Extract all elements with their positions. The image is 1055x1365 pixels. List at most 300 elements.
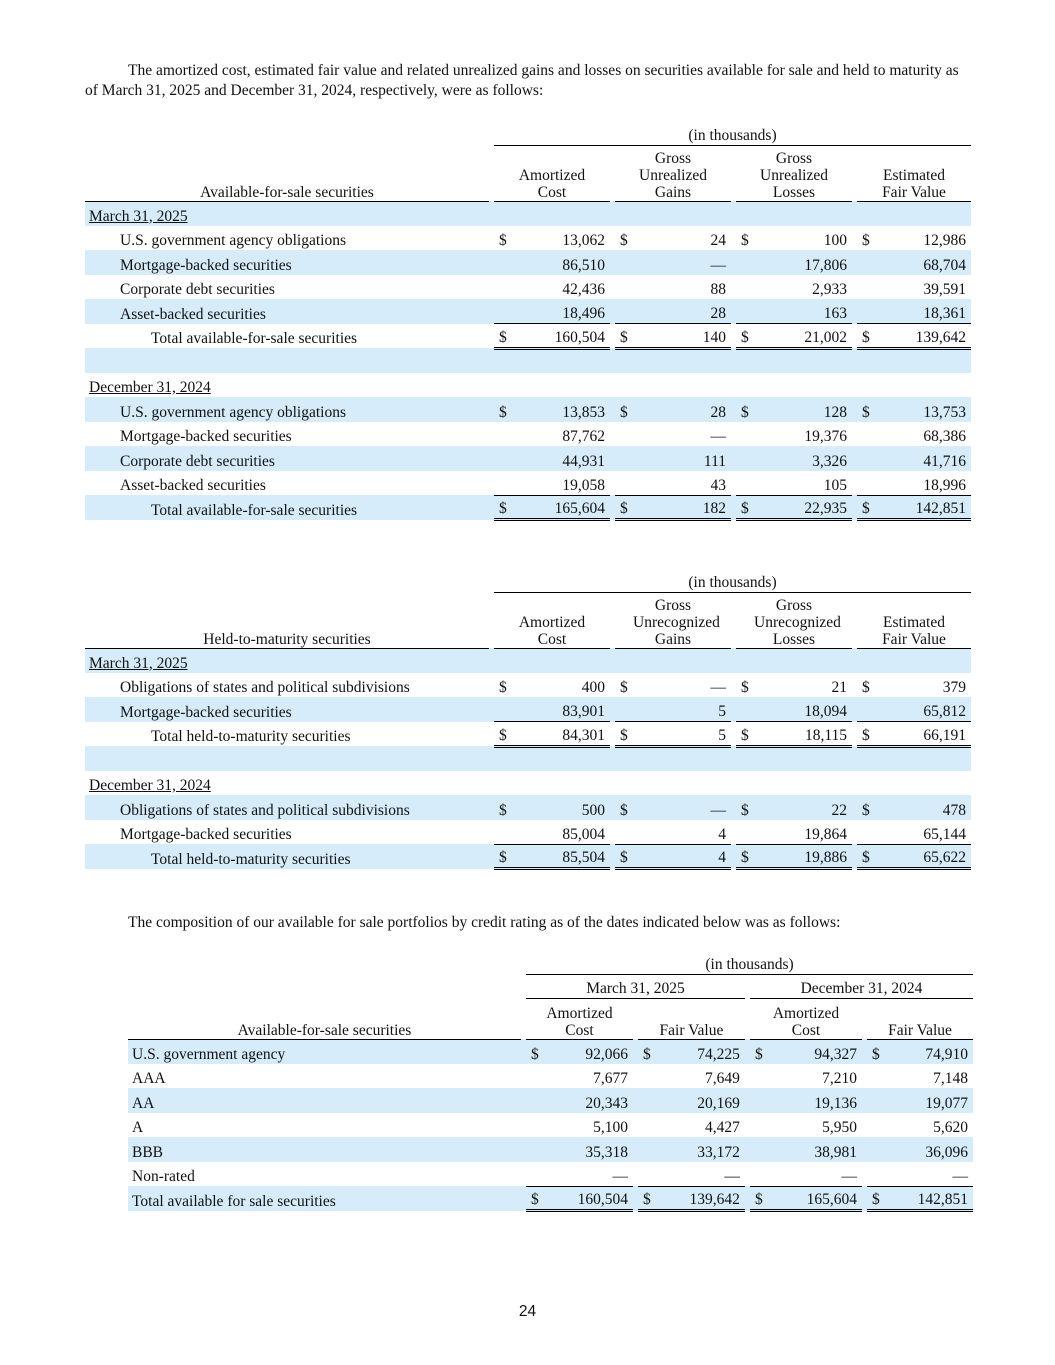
value-wrap <box>615 428 731 446</box>
header-row <box>85 592 971 648</box>
table-label: Available-for-sale securities <box>85 145 489 201</box>
amount: 19,136 <box>814 1094 857 1112</box>
value-cell <box>615 673 731 698</box>
column-header <box>615 145 731 201</box>
dollar-sign <box>494 826 499 844</box>
amount: 139,642 <box>915 328 966 346</box>
dollar-sign: $ <box>620 679 628 696</box>
blank-cell <box>494 648 610 673</box>
value-wrap <box>615 453 731 471</box>
group-header: March 31, 2025 <box>526 974 745 998</box>
amount: 7,677 <box>593 1070 628 1087</box>
table-row <box>85 299 971 324</box>
column-header <box>867 998 973 1039</box>
table-label: Available-for-sale securities <box>128 998 521 1039</box>
date-row <box>85 771 971 796</box>
blank-cell <box>736 648 852 673</box>
blank-cell <box>615 771 731 796</box>
value-cell <box>615 275 731 300</box>
dollar-sign: $ <box>620 328 628 346</box>
amount: 24 <box>710 232 726 249</box>
value-wrap <box>750 1168 862 1186</box>
table-row <box>85 250 971 275</box>
value-cell <box>494 324 610 349</box>
amount: — <box>710 428 726 445</box>
row-label: U.S. government agency obligations <box>85 397 489 422</box>
dollar-sign <box>857 281 862 299</box>
amount: 28 <box>710 403 726 421</box>
dollar-sign <box>857 703 862 721</box>
dollar-sign <box>615 305 620 323</box>
amount: 41,716 <box>923 452 966 470</box>
value-cell <box>615 299 731 324</box>
value-cell <box>526 1162 633 1187</box>
value-wrap <box>750 1191 862 1209</box>
value-wrap <box>867 1119 973 1137</box>
amount: — <box>952 1167 968 1185</box>
amount: 65,144 <box>923 825 966 843</box>
section-date-text: December 31, 2024 <box>89 777 211 794</box>
value-wrap <box>857 232 971 250</box>
column-header-text: Gross Unrealized Gains <box>639 149 707 201</box>
amount: 400 <box>581 679 605 696</box>
dollar-sign <box>526 1168 531 1186</box>
column-header-text: Fair Value <box>888 1021 952 1039</box>
value-cell <box>736 275 852 300</box>
amount: 36,096 <box>925 1143 968 1161</box>
credit-rating-table <box>128 952 973 1212</box>
amount: 66,191 <box>923 726 966 744</box>
in-thousands-row <box>85 123 971 145</box>
table-row <box>85 422 971 447</box>
value-cell <box>750 1186 862 1211</box>
total-row <box>85 495 971 520</box>
blank-cell <box>736 746 852 771</box>
blank-cell <box>85 348 489 373</box>
value-cell <box>494 471 610 496</box>
dollar-sign <box>857 305 862 323</box>
table-row <box>85 471 971 496</box>
table-row <box>128 1137 973 1162</box>
value-wrap <box>615 404 731 422</box>
column-header-text: Amortized Cost <box>518 166 586 201</box>
column-header <box>736 592 852 648</box>
dollar-sign <box>736 257 741 275</box>
section-date <box>85 201 489 226</box>
value-wrap <box>526 1070 633 1088</box>
row-label: U.S. government agency obligations <box>120 232 346 249</box>
dollar-sign: $ <box>620 403 628 421</box>
total-row <box>85 722 971 747</box>
value-wrap <box>526 1144 633 1162</box>
date-row <box>85 201 971 226</box>
total-row <box>85 324 971 349</box>
dollar-sign: $ <box>499 679 507 696</box>
amount: — <box>710 256 726 274</box>
value-wrap <box>857 679 971 697</box>
dollar-sign <box>615 428 620 446</box>
amount: 142,851 <box>917 1191 968 1208</box>
value-cell <box>857 275 971 300</box>
amount: 4 <box>718 825 726 843</box>
dollar-sign <box>736 826 741 844</box>
amount: 18,361 <box>923 305 966 322</box>
value-wrap <box>494 453 610 471</box>
value-wrap <box>615 329 731 347</box>
section-date <box>85 373 489 398</box>
value-wrap <box>750 1046 862 1064</box>
value-wrap <box>857 500 971 518</box>
amount: 39,591 <box>923 281 966 298</box>
dollar-sign: $ <box>531 1045 539 1063</box>
total-row <box>85 844 971 869</box>
dollar-sign: $ <box>862 500 870 517</box>
value-cell <box>615 422 731 447</box>
total-label: Total held-to-maturity securities <box>85 844 489 869</box>
column-header <box>638 998 745 1039</box>
value-cell <box>638 1137 745 1162</box>
table-label: Held-to-maturity securities <box>85 592 489 648</box>
value-wrap <box>494 281 610 299</box>
value-wrap <box>736 679 852 697</box>
total-label: Total available-for-sale securities <box>85 495 489 520</box>
value-wrap <box>615 849 731 867</box>
amount: 7,210 <box>822 1070 857 1087</box>
column-header <box>615 592 731 648</box>
table-row <box>128 1162 973 1187</box>
row-label: Mortgage-backed securities <box>120 428 292 445</box>
value-wrap <box>638 1144 745 1162</box>
value-cell <box>857 697 971 722</box>
value-wrap <box>857 477 971 495</box>
amount: 65,622 <box>923 849 966 866</box>
value-cell <box>638 1088 745 1113</box>
value-wrap <box>867 1144 973 1162</box>
blank-cell <box>85 123 489 145</box>
blank-cell <box>857 746 971 771</box>
amount: 22,935 <box>804 500 847 517</box>
dollar-sign: $ <box>862 403 870 421</box>
amount: 20,343 <box>585 1094 628 1112</box>
amount: 19,376 <box>804 428 847 445</box>
value-wrap <box>494 826 610 844</box>
dollar-sign <box>615 477 620 495</box>
value-wrap <box>615 232 731 250</box>
amount: 74,225 <box>697 1045 740 1063</box>
held-to-maturity-table <box>85 570 971 870</box>
value-cell <box>736 495 852 520</box>
value-cell <box>857 471 971 496</box>
dollar-sign <box>615 453 620 471</box>
table-row <box>128 1088 973 1113</box>
amount: 4 <box>718 849 726 866</box>
value-cell <box>857 844 971 869</box>
blank-cell <box>857 201 971 226</box>
blank-cell <box>85 570 489 592</box>
value-wrap <box>736 849 852 867</box>
value-cell <box>857 495 971 520</box>
column-header <box>857 592 971 648</box>
amount: 3,326 <box>812 452 847 470</box>
dollar-sign <box>615 281 620 299</box>
amount: 140 <box>702 328 726 346</box>
table-row <box>85 275 971 300</box>
value-cell <box>638 1113 745 1138</box>
value-wrap <box>638 1191 745 1209</box>
value-wrap <box>857 826 971 844</box>
value-cell <box>750 1064 862 1089</box>
section-date-text: March 31, 2025 <box>89 207 188 225</box>
dollar-sign <box>750 1070 755 1088</box>
value-cell <box>494 397 610 422</box>
section-date <box>85 771 489 796</box>
amount: 160,504 <box>577 1191 628 1208</box>
value-cell <box>615 495 731 520</box>
amount: 87,762 <box>562 428 605 445</box>
amount: 19,886 <box>804 849 847 866</box>
amount: 18,094 <box>804 703 847 720</box>
value-cell <box>736 250 852 275</box>
value-wrap <box>494 727 610 745</box>
dollar-sign: $ <box>531 1191 539 1208</box>
amount: 86,510 <box>562 256 605 274</box>
dollar-sign <box>857 477 862 495</box>
column-header <box>494 592 610 648</box>
dollar-sign <box>526 1070 531 1088</box>
column-header-text: Gross Unrealized Losses <box>760 149 828 201</box>
value-wrap <box>494 802 610 820</box>
amount: 20,169 <box>697 1094 740 1112</box>
amount: 100 <box>823 232 847 249</box>
value-wrap <box>736 826 852 844</box>
dollar-sign <box>494 428 499 446</box>
value-wrap <box>736 404 852 422</box>
value-cell <box>494 795 610 820</box>
blank-cell <box>615 746 731 771</box>
dollar-sign <box>494 477 499 495</box>
value-wrap <box>736 477 852 495</box>
dollar-sign <box>494 453 499 471</box>
amount: 44,931 <box>562 452 605 470</box>
value-cell <box>857 820 971 845</box>
value-wrap <box>736 305 852 323</box>
spacer-row <box>85 746 971 771</box>
blank-cell <box>128 974 521 998</box>
amount: 85,504 <box>562 849 605 866</box>
section-date <box>85 648 489 673</box>
value-cell <box>615 795 731 820</box>
value-wrap <box>494 305 610 323</box>
value-wrap <box>750 1119 862 1137</box>
blank-cell <box>857 648 971 673</box>
date-row <box>85 373 971 398</box>
dollar-sign: $ <box>643 1045 651 1063</box>
row-label: Asset-backed securities <box>120 477 266 494</box>
amount: 12,986 <box>923 232 966 249</box>
amount: 21,002 <box>804 328 847 346</box>
value-cell <box>750 1039 862 1064</box>
table-row <box>85 446 971 471</box>
in-thousands-label: (in thousands) <box>526 952 973 974</box>
dollar-sign: $ <box>741 500 749 517</box>
dollar-sign <box>638 1095 643 1113</box>
value-wrap <box>736 281 852 299</box>
total-label: Total available for sale securities <box>128 1186 521 1211</box>
value-wrap <box>736 257 852 275</box>
dollar-sign <box>857 826 862 844</box>
dollar-sign: $ <box>862 801 870 819</box>
amount: 111 <box>703 452 726 470</box>
value-cell <box>638 1039 745 1064</box>
column-header <box>750 998 862 1039</box>
blank-cell <box>857 348 971 373</box>
dollar-sign <box>750 1095 755 1113</box>
value-cell <box>615 226 731 251</box>
page-number: 24 <box>518 1303 537 1320</box>
value-wrap <box>750 1095 862 1113</box>
value-wrap <box>857 703 971 721</box>
column-header-text: Fair Value <box>659 1021 724 1039</box>
total-row <box>128 1186 973 1211</box>
value-cell <box>867 1186 973 1211</box>
dollar-sign <box>615 703 620 721</box>
amount: 83,901 <box>562 703 605 720</box>
value-wrap <box>736 703 852 721</box>
dollar-sign <box>494 257 499 275</box>
value-wrap <box>736 329 852 347</box>
value-wrap <box>526 1119 633 1137</box>
dollar-sign <box>750 1119 755 1137</box>
value-cell <box>867 1088 973 1113</box>
value-cell <box>867 1162 973 1187</box>
dollar-sign <box>867 1095 872 1113</box>
value-wrap <box>867 1095 973 1113</box>
dollar-sign: $ <box>643 1191 651 1208</box>
column-header-text: Estimated Fair Value <box>882 613 946 648</box>
row-label: A <box>132 1119 144 1136</box>
value-cell <box>736 324 852 349</box>
blank-cell <box>736 373 852 398</box>
amount: 5 <box>718 703 726 720</box>
value-cell <box>736 673 852 698</box>
value-cell <box>750 1088 862 1113</box>
dollar-sign: $ <box>741 726 749 744</box>
dollar-sign <box>736 305 741 323</box>
amount: 35,318 <box>585 1143 628 1161</box>
table-row <box>85 673 971 698</box>
dollar-sign: $ <box>862 328 870 346</box>
total-label: Total held-to-maturity securities <box>151 728 351 745</box>
value-cell <box>526 1137 633 1162</box>
dollar-sign <box>857 428 862 446</box>
section-date-text: December 31, 2024 <box>89 379 211 396</box>
value-cell <box>857 226 971 251</box>
row-label: Non-rated <box>132 1168 195 1185</box>
blank-cell <box>494 771 610 796</box>
amount: 68,704 <box>923 256 966 274</box>
dollar-sign: $ <box>741 801 749 819</box>
value-cell <box>867 1137 973 1162</box>
amount: 105 <box>823 476 847 494</box>
table-row <box>128 1064 973 1089</box>
amount: 13,753 <box>923 403 966 421</box>
amount: 7,148 <box>933 1070 968 1087</box>
group-header-row <box>128 974 973 998</box>
blank-cell <box>615 648 731 673</box>
value-cell <box>526 1088 633 1113</box>
blank-cell <box>857 771 971 796</box>
dollar-sign: $ <box>499 500 507 517</box>
amount: 68,386 <box>923 428 966 445</box>
value-wrap <box>494 500 610 518</box>
amount: 18,496 <box>562 305 605 322</box>
row-label: Corporate debt securities <box>120 281 275 298</box>
blank-cell <box>857 373 971 398</box>
value-cell <box>736 820 852 845</box>
dollar-sign <box>867 1070 872 1088</box>
amount: 13,062 <box>562 232 605 249</box>
value-cell <box>736 397 852 422</box>
blank-cell <box>85 746 489 771</box>
amount: — <box>710 679 726 696</box>
dollar-sign <box>736 428 741 446</box>
value-wrap <box>857 305 971 323</box>
value-cell <box>494 697 610 722</box>
blank-cell <box>736 348 852 373</box>
blank-cell <box>615 201 731 226</box>
amount: 65,812 <box>923 703 966 720</box>
row-label: AAA <box>132 1070 166 1087</box>
value-wrap <box>494 703 610 721</box>
amount: 478 <box>942 801 966 819</box>
amount: 5,950 <box>822 1119 857 1136</box>
value-wrap <box>857 329 971 347</box>
dollar-sign <box>736 281 741 299</box>
value-wrap <box>857 453 971 471</box>
value-wrap <box>615 802 731 820</box>
amount: 33,172 <box>697 1143 740 1161</box>
blank-cell <box>736 201 852 226</box>
blank-cell <box>494 201 610 226</box>
dollar-sign: $ <box>872 1191 880 1208</box>
value-wrap <box>494 404 610 422</box>
amount: 7,649 <box>705 1070 740 1087</box>
total-label: Total available-for-sale securities <box>151 330 358 347</box>
dollar-sign <box>867 1119 872 1137</box>
amount: 19,864 <box>804 825 847 843</box>
value-cell <box>494 844 610 869</box>
intro-paragraph-2: The composition of our available for sale portfolios by credit rating as of the dates indicated below was as follows: <box>128 914 841 931</box>
dollar-sign: $ <box>862 726 870 744</box>
dollar-sign <box>526 1144 531 1162</box>
value-wrap <box>857 849 971 867</box>
value-cell <box>857 446 971 471</box>
value-wrap <box>494 679 610 697</box>
amount: 182 <box>702 500 726 517</box>
value-wrap <box>867 1046 973 1064</box>
value-cell <box>638 1186 745 1211</box>
value-cell <box>736 844 852 869</box>
intro-paragraph-1: The amortized cost, estimated fair value and related unrealized gains and losses on securities available for sale and held to maturity as of March 31, 2025 and December 31, 2024, respectively, were as follows: <box>85 62 959 99</box>
dollar-sign <box>750 1168 755 1186</box>
column-header-text: Gross Unrecognized Losses <box>754 596 841 648</box>
row-label: Obligations of states and political subdivisions <box>85 795 489 820</box>
value-wrap <box>615 500 731 518</box>
value-wrap <box>867 1191 973 1209</box>
row-label: BBB <box>128 1137 521 1162</box>
value-cell <box>615 397 731 422</box>
dollar-sign: $ <box>620 801 628 819</box>
